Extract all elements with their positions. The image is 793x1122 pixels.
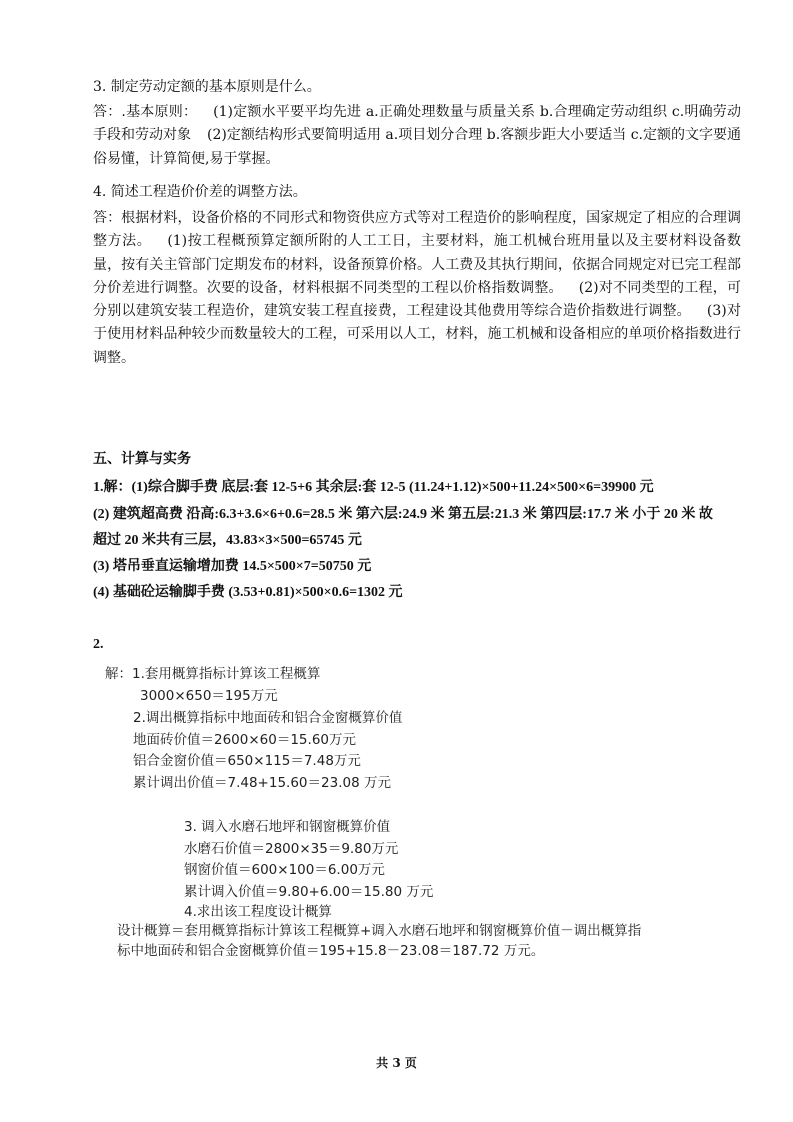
solution-2-line-6: 累计调出价值＝7.48+15.60＝23.08 万元 <box>133 775 391 791</box>
solution-2-line-2: 3000×650＝195万元 <box>140 688 278 704</box>
calc-1-line-5: (4) 基础砼运输脚手费 (3.53+0.81)×500×0.6=1302 元 <box>93 585 403 600</box>
q3-principle-2: (2)定额结构形式要简明适用 <box>207 127 381 144</box>
solution-2-line-12: 设计概算＝套用概算指标计算该工程概算+调入水磨石地坪和钢窗概算价值－调出概算指 <box>117 923 642 939</box>
calc-1-line-4: (3) 塔吊垂直运输增加费 14.5×500×7=50750 元 <box>93 559 372 574</box>
q4-answer <box>93 207 741 370</box>
q4-method-1: (1)按工程概预算定额所附的人工工日，主要材料，施工机械台班用量以及主要材料设备数量，按有关主管部门定期发布的材料，设备预算价格。人工费及其执行期间，依据合同规定对已完工程部分价差进行调整。次要的设备，材料根据不同类型的工程以价格指数调整。 <box>93 233 741 296</box>
solution-2-line-4: 地面砖价值＝2600×60＝15.60万元 <box>133 732 356 748</box>
q4-method-3: (3)对于使用材料品种较少而数量较大的工程，可采用以人工，材料，施工机械和设备相应的单项价格指数进行调整。 <box>93 303 741 366</box>
q3-principle-2a: a.项目划分合理 <box>385 127 483 144</box>
solution-2-line-10: 累计调入价值＝9.80+6.00＝15.80 万元 <box>184 884 434 900</box>
q3-principle-1: (1)定额水平要平均先进 <box>213 104 362 120</box>
calc-1-line-2: (2) 建筑超高费 沿高:6.3+3.6×6+0.6=28.5 米 第六层:24.9 米 第五层:21.3 米 第四层:17.7 米 小于 20 米 故 <box>93 507 713 522</box>
q4-answer-intro: 答：根据材料，设备价格的不同形式和物资供应方式等对工程造价的影响程度，国家规定了相应的合理调整方法。 <box>93 210 741 250</box>
page-footer: 共 3 页 <box>376 1056 417 1070</box>
q4-title: 4. 简述工程造价价差的调整方法。 <box>93 184 307 200</box>
calc-1-line-1: 1.解：(1)综合脚手费 底层:套 12-5+6 其余层:套 12-5 (11.24+1.12)×500+11.24×500×6=39900 元 <box>93 480 654 495</box>
q4-method-2: (2)对不同类型的工程，可分别以建筑安装工程造价，建筑安装工程直接费，工程建设其他费用等综合造价指数进行调整。 <box>93 279 741 320</box>
calc-1-line-3: 超过 20 米共有三层，43.83×3×500=65745 元 <box>93 533 362 548</box>
q3-principle-1b: b.合理确定劳动组织 <box>539 104 668 120</box>
calc-2-label: 2. <box>93 637 104 652</box>
section-heading: 五、计算与实务 <box>93 452 191 467</box>
solution-2-line-7: 3. 调入水磨石地坪和钢窗概算价值 <box>184 819 391 835</box>
q3-answer <box>93 101 741 171</box>
solution-2-line-8: 水磨石价值＝2800×35＝9.80万元 <box>184 841 399 857</box>
q3-principle-2c: c.定额的文字要通俗易懂，计算简便,易于掌握。 <box>93 127 742 167</box>
solution-2-line-13: 标中地面砖和铝合金窗概算价值＝195+15.8－23.08＝187.72 万元。 <box>117 943 545 959</box>
solution-2-line-3: 2.调出概算指标中地面砖和铝合金窗概算价值 <box>133 710 403 726</box>
solution-2-line-5: 铝合金窗价值＝650×115＝7.48万元 <box>133 753 361 769</box>
q3-principle-2b: b.客额步距大小要适当 <box>486 127 627 144</box>
solution-2-line-1: 解：1.套用概算指标计算该工程概算 <box>105 666 321 682</box>
q3-title: 3. 制定劳动定额的基本原则是什么。 <box>93 79 321 95</box>
q3-principle-1a: a.正确处理数量与质量关系 <box>365 104 536 120</box>
q3-answer-prefix: 答：.基本原则： <box>93 104 198 120</box>
solution-2-line-9: 钢窗价值＝600×100＝6.00万元 <box>184 862 385 878</box>
solution-2-line-11: 4.求出该工程度设计概算 <box>184 904 332 920</box>
q3-principle-1c: c.明确劳动手段和劳动对象 <box>93 104 742 144</box>
